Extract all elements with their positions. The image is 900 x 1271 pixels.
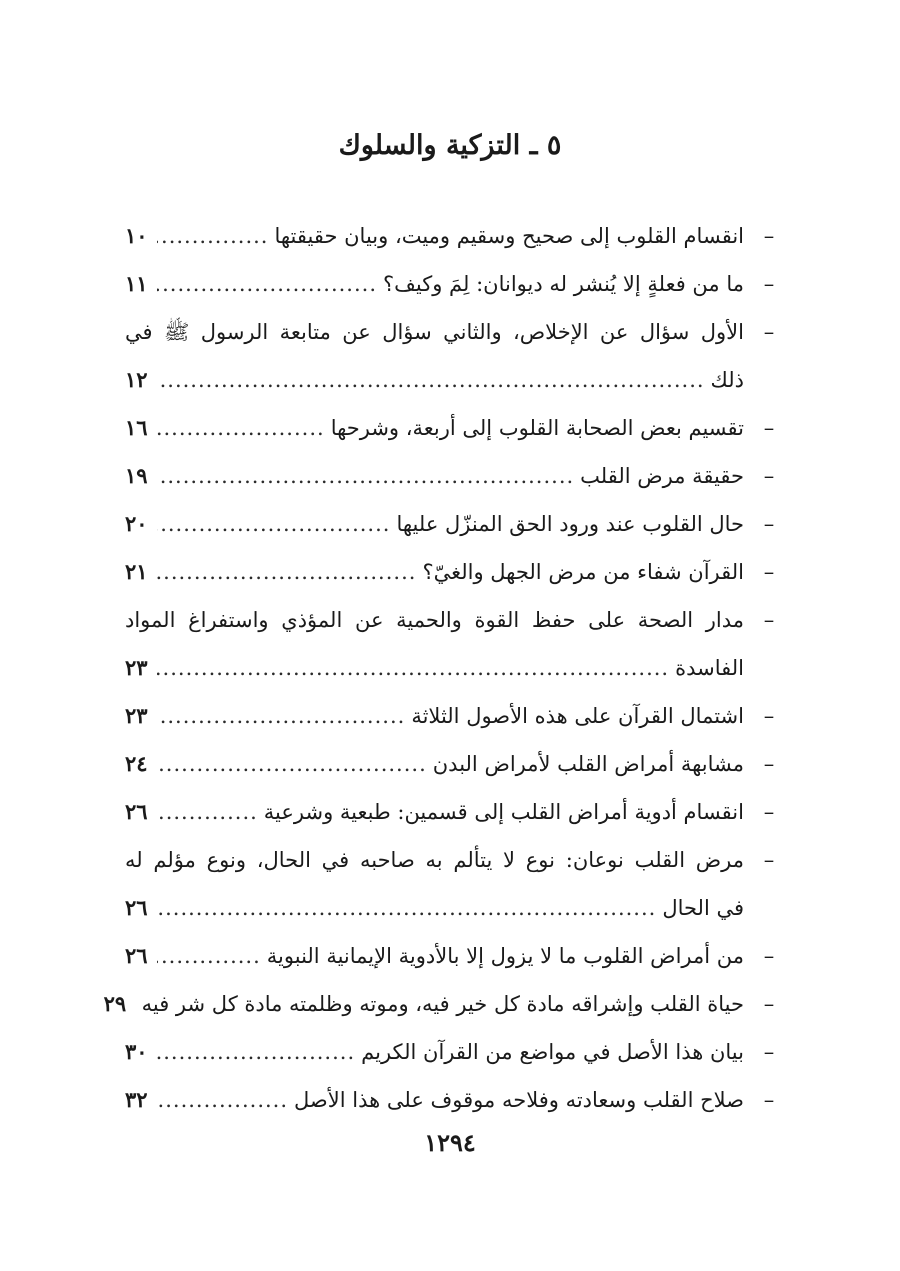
dot-leader — [157, 692, 405, 740]
entry-page-number: ٣٠ — [125, 1039, 148, 1064]
dot-leader — [157, 884, 656, 932]
dot-leader — [157, 452, 574, 500]
entry-text: صلاح القلب وسعادته وفلاحه موقوف على هذا الأصل — [294, 1088, 744, 1112]
dot-leader — [157, 740, 427, 788]
entry-page-number: ٣٢ — [125, 1087, 148, 1112]
entry-text: انقسام أدوية أمراض القلب إلى قسمين: طبعية وشرعية — [263, 800, 744, 824]
toc-entry — [125, 260, 780, 308]
dot-leader — [157, 644, 669, 692]
entry-page-number: ٢١ — [125, 559, 148, 584]
entry-dash: – — [763, 1088, 775, 1112]
dot-leader — [157, 404, 325, 452]
toc-entry — [125, 452, 780, 500]
dot-leader — [157, 212, 268, 260]
entry-dash: – — [763, 416, 775, 440]
entry-dash: – — [763, 704, 775, 728]
table-of-contents — [103, 212, 780, 1124]
toc-entry — [125, 836, 780, 932]
entry-dash: – — [763, 800, 775, 824]
entry-dash: – — [763, 608, 775, 632]
entry-page-number: ٢٣ — [125, 655, 148, 680]
toc-entry — [125, 1028, 780, 1076]
entry-text: من أمراض القلوب ما لا يزول إلا بالأدوية الإيمانية النبوية — [266, 944, 744, 968]
entry-text: حال القلوب عند ورود الحق المنزّل عليها — [396, 512, 744, 536]
toc-entry — [125, 932, 780, 980]
entry-page-number: ١٦ — [125, 415, 148, 440]
entry-text: حقيقة مرض القلب — [580, 464, 744, 488]
entry-dash: – — [763, 464, 775, 488]
entry-dash: – — [763, 1040, 775, 1064]
entry-dash: – — [763, 944, 775, 968]
entry-dash: – — [763, 752, 775, 776]
entry-text: بيان هذا الأصل في مواضع من القرآن الكريم — [361, 1040, 744, 1064]
entry-dash: – — [763, 848, 775, 872]
dot-leader — [157, 260, 377, 308]
dot-leader — [157, 500, 390, 548]
entry-page-number: ٢٦ — [125, 799, 148, 824]
entry-page-number: ١١ — [125, 271, 148, 296]
entry-text: حياة القلب وإشراقه مادة كل خير فيه، وموته وظلمته مادة كل شر فيه — [141, 992, 744, 1016]
section-title: ٥ ـ التزكية والسلوك — [338, 130, 562, 161]
entry-dash: – — [763, 560, 775, 584]
entry-dash: – — [763, 272, 775, 296]
toc-entry — [125, 692, 780, 740]
entry-page-number: ٢٣ — [125, 703, 148, 728]
entry-text: القرآن شفاء من مرض الجهل والغيّ؟ — [422, 560, 744, 584]
entry-text-first-line: الأول سؤال عن الإخلاص، والثاني سؤال عن متابعة الرسول ﷺ في — [125, 320, 744, 344]
dot-leader — [157, 356, 705, 404]
entry-text: ما من فعلةٍ إلا يُنشر له ديوانان: لِمَ وكيف؟ — [383, 272, 744, 296]
entry-text-first-line: مدار الصحة على حفظ القوة والحمية عن المؤذي واستفراغ المواد — [125, 608, 744, 632]
entry-page-number: ١٩ — [125, 463, 148, 488]
entry-dash: – — [763, 992, 775, 1016]
page-number: ١٢٩٤ — [424, 1128, 476, 1157]
toc-entry — [125, 308, 780, 404]
dot-leader — [157, 548, 416, 596]
toc-entry — [125, 212, 780, 260]
entry-text: مشابهة أمراض القلب لأمراض البدن — [432, 752, 744, 776]
toc-entry — [125, 596, 780, 692]
entry-dash: – — [763, 224, 775, 248]
entry-page-number: ٢٤ — [125, 751, 148, 776]
entry-text: اشتمال القرآن على هذه الأصول الثلاثة — [411, 704, 744, 728]
entry-text: الفاسدة — [675, 656, 744, 680]
toc-entry — [125, 404, 780, 452]
entry-text: في الحال — [662, 896, 744, 920]
toc-entry — [103, 980, 780, 1028]
dot-leader — [157, 1028, 355, 1076]
entry-text-first-line: مرض القلب نوعان: نوع لا يتألم به صاحبه في الحال، ونوع مؤلم له — [125, 848, 744, 872]
entry-text: تقسيم بعض الصحابة القلوب إلى أربعة، وشرحها — [330, 416, 744, 440]
toc-entry — [125, 788, 780, 836]
entry-page-number: ١٠ — [125, 223, 148, 248]
toc-entry — [125, 740, 780, 788]
entry-page-number: ٢٩ — [103, 991, 127, 1016]
toc-entry — [125, 548, 780, 596]
entry-dash: – — [763, 512, 775, 536]
dot-leader — [157, 932, 261, 980]
toc-entry — [125, 1076, 780, 1124]
entry-text: انقسام القلوب إلى صحيح وسقيم وميت، وبيان حقيقتها — [274, 224, 744, 248]
entry-dash: – — [763, 320, 775, 344]
entry-page-number: ٢٦ — [125, 895, 148, 920]
dot-leader — [157, 788, 258, 836]
entry-text: ذلك — [710, 368, 744, 392]
entry-page-number: ١٢ — [125, 367, 148, 392]
dot-leader — [157, 1076, 288, 1124]
entry-page-number: ٢٠ — [125, 511, 148, 536]
entry-page-number: ٢٦ — [125, 943, 148, 968]
toc-entry — [125, 500, 780, 548]
